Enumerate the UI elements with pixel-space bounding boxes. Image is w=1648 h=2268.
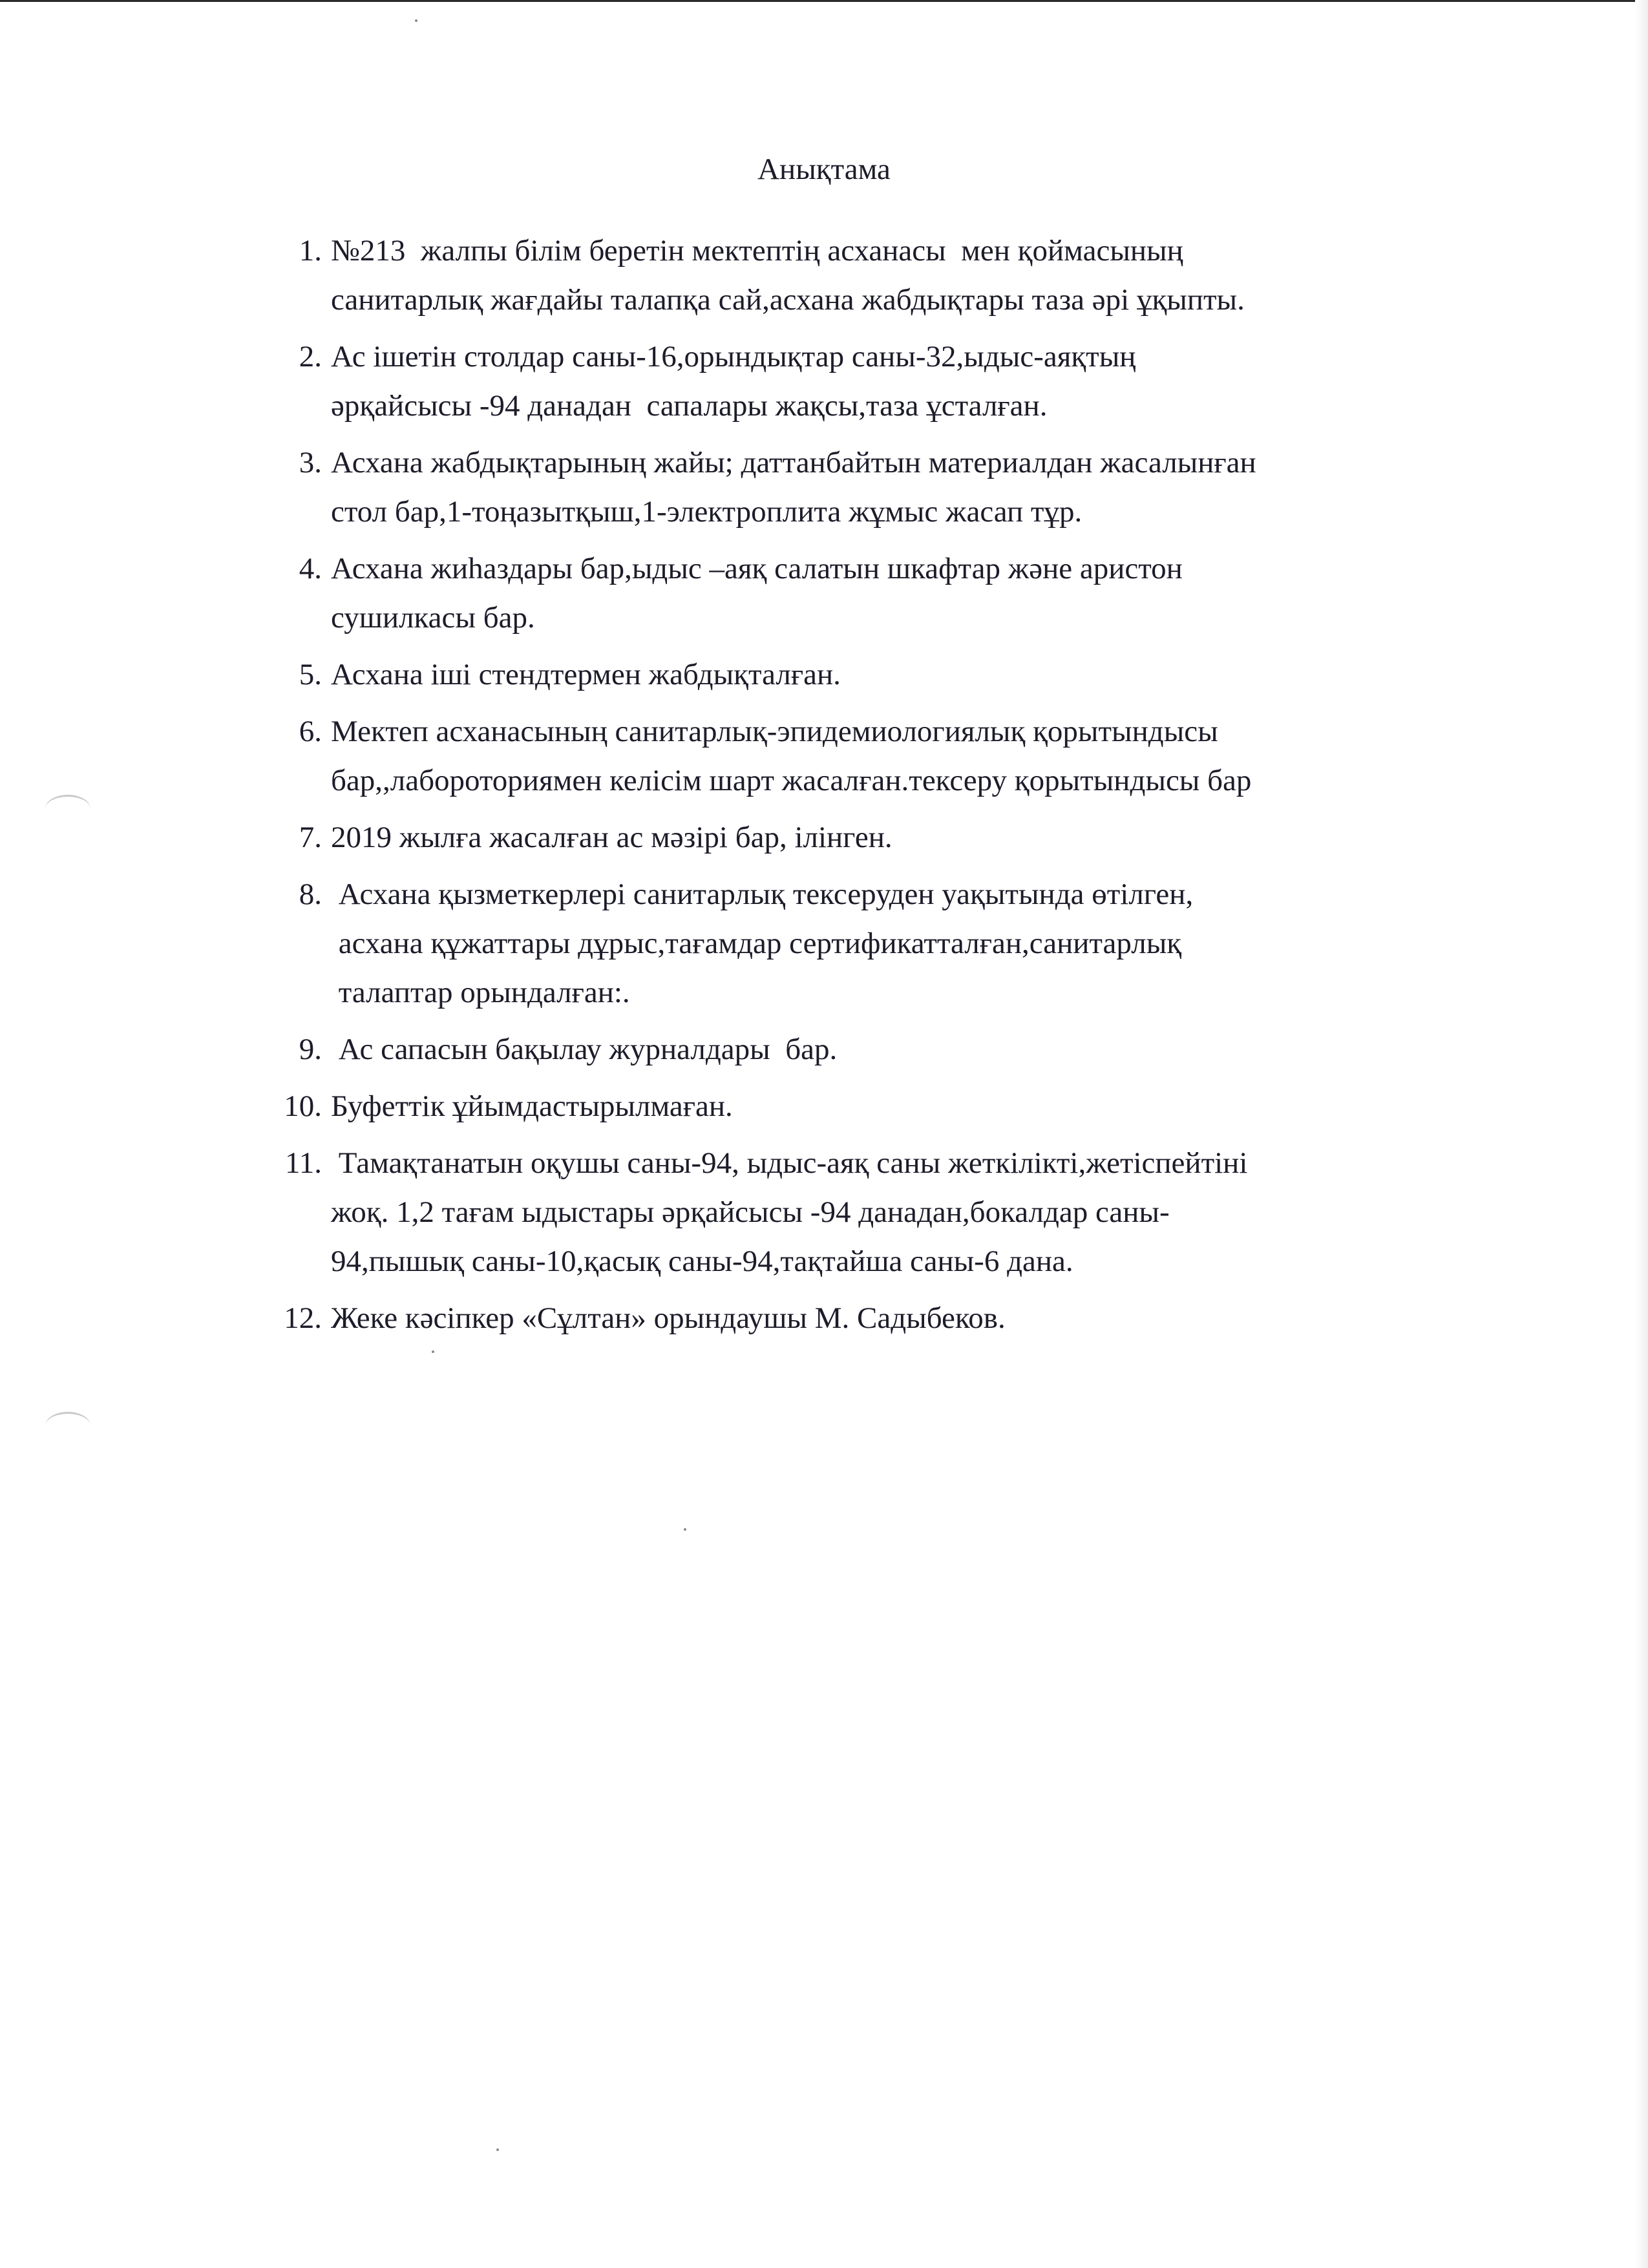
- text-line: Ас сапасын бақылау журналдары бар.: [331, 1033, 838, 1066]
- text-line: Асхана қызметкерлері санитарлық тексеруден уақытында өтілген,: [331, 877, 1194, 911]
- list-item: [271, 1294, 1499, 1343]
- text-line: №213 жалпы білім беретін мектептің асханасы мен қоймасының: [331, 234, 1183, 268]
- text-line: Ас ішетін столдар саны-16,орындықтар саны-32,ыдыс-аяқтың: [331, 340, 1136, 373]
- text-line: асхана құжаттары дұрыс,тағамдар сертификатталған,санитарлық: [331, 927, 1182, 960]
- text-line: 2019 жылға жасалған ас мәзірі бар, ілінген.: [331, 821, 893, 854]
- list-item-text: [331, 1082, 1499, 1131]
- scan-speck: [496, 2148, 499, 2151]
- scan-speck: [415, 19, 417, 22]
- list-item-number: 11.: [284, 1146, 322, 1180]
- text-line: Асхана жиһаздары бар,ыдыс –аяқ салатын шкафтар және аристон: [331, 552, 1183, 585]
- list-item-text: [331, 332, 1499, 430]
- punch-hole-mark-upper: [45, 795, 90, 823]
- text-line: Жеке кәсіпкер «Сұлтан» орындаушы М. Садыбеков.: [331, 1301, 1006, 1335]
- document-list: [271, 226, 1499, 1350]
- list-item-number: 1.: [299, 234, 322, 268]
- list-item: [271, 813, 1499, 862]
- list-item-number: 2.: [299, 340, 322, 373]
- list-item-number: 4.: [299, 552, 322, 585]
- list-item-number: 7.: [299, 821, 322, 854]
- scan-top-edge: [0, 0, 1648, 2]
- list-item: [271, 544, 1499, 642]
- list-item-number: 10.: [284, 1089, 322, 1123]
- list-item: [271, 707, 1499, 805]
- scan-speck: [684, 1528, 686, 1531]
- text-line: Буфеттік ұйымдастырылмаған.: [331, 1089, 733, 1123]
- list-item-number: 5.: [299, 658, 322, 691]
- text-line: Асхана іші стендтермен жабдықталған.: [331, 658, 841, 691]
- list-item-number: 3.: [299, 446, 322, 479]
- scan-right-edge: [1635, 0, 1648, 2268]
- list-item-text: [331, 707, 1499, 805]
- list-item-text: [331, 1139, 1499, 1286]
- text-line: әрқайсысы -94 данадан сапалары жақсы,таза ұсталған.: [331, 389, 1048, 423]
- list-item-text: [331, 1294, 1499, 1343]
- list-item: [271, 1025, 1499, 1074]
- text-line: бар,,лабороториямен келісім шарт жасалған.тексеру қорытындысы бар: [331, 764, 1252, 797]
- text-line: Асхана жабдықтарының жайы; даттанбайтын материалдан жасалынған: [331, 446, 1256, 479]
- list-item: [271, 1082, 1499, 1131]
- list-item-number: 8.: [299, 877, 322, 911]
- list-item-text: [331, 438, 1499, 536]
- list-item: [271, 1139, 1499, 1286]
- list-item-number: 12.: [284, 1301, 322, 1335]
- punch-hole-mark-lower: [45, 1412, 90, 1440]
- list-item-text: [331, 226, 1499, 324]
- text-line: сушилкасы бар.: [331, 601, 535, 635]
- page-title: Анықтама: [757, 152, 891, 186]
- list-item-text: [331, 650, 1499, 699]
- text-line: Тамақтанатын оқушы саны-94, ыдыс-аяқ саны жеткілікті,жетіспейтіні: [331, 1146, 1248, 1180]
- text-line: Мектеп асханасының санитарлық-эпидемиологиялық қорытындысы: [331, 715, 1218, 748]
- list-item: [271, 438, 1499, 536]
- list-item-number: 6.: [299, 715, 322, 748]
- list-item: [271, 650, 1499, 699]
- list-item: [271, 870, 1499, 1017]
- list-item: [271, 226, 1499, 324]
- text-line: жоқ. 1,2 тағам ыдыстары әрқайсысы -94 данадан,бокалдар саны-: [331, 1195, 1170, 1229]
- text-line: талаптар орындалған:.: [331, 976, 630, 1009]
- list-item-number: 9.: [299, 1033, 322, 1066]
- list-item-text: [331, 870, 1499, 1017]
- list-item-text: [331, 1025, 1499, 1074]
- list-item-text: [331, 544, 1499, 642]
- text-line: санитарлық жағдайы талапқа сай,асхана жабдықтары таза әрі ұқыпты.: [331, 283, 1245, 317]
- text-line: 94,пышық саны-10,қасық саны-94,тақтайша саны-6 дана.: [331, 1244, 1073, 1278]
- list-item-text: [331, 813, 1499, 862]
- scan-speck: [432, 1350, 434, 1353]
- list-item: [271, 332, 1499, 430]
- text-line: стол бар,1-тоңазытқыш,1-электроплита жұмыс жасап тұр.: [331, 495, 1083, 529]
